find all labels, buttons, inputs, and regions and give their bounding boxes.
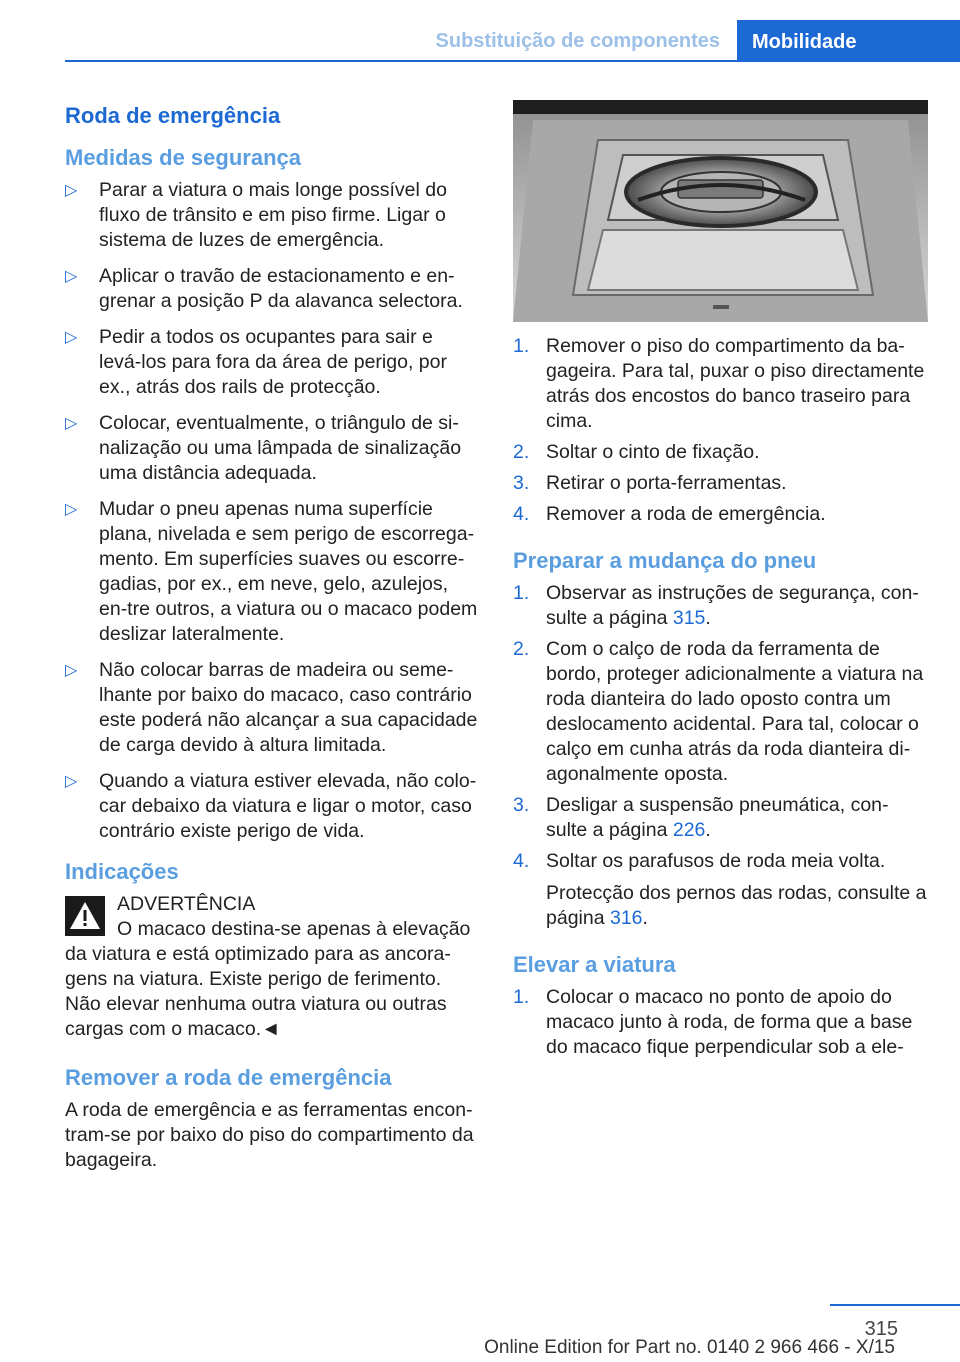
left-column <box>65 100 480 1173</box>
bullet-triangle-icon: ▷ <box>65 662 78 679</box>
step-text: Remover o piso do compartimento da ba-gageira. Para tal, puxar o piso directamente atrás dos encostos do banco traseiro para cima. <box>546 335 925 432</box>
step-text: Soltar o cinto de fixação. <box>546 441 760 463</box>
bullet-triangle-icon: ▷ <box>65 415 78 432</box>
warning-text-first: O macaco destina-se apenas à elevação <box>117 918 471 940</box>
list-item <box>65 178 480 253</box>
list-item <box>513 793 928 843</box>
step-number: 3. <box>513 472 530 494</box>
prepare-heading: Preparar a mudança do pneu <box>513 548 817 573</box>
list-item <box>513 985 928 1060</box>
list-item <box>513 502 928 527</box>
list-item <box>65 325 480 400</box>
step-text: Observar as instruções de segurança, con-sulte a página <box>546 582 919 629</box>
safety-list <box>65 178 480 844</box>
list-item-text: Não colocar barras de madeira ou seme-lhante por baixo do macaco, caso contrário este poderá não alcançar a sua capacidade de carga devido à altura limitada. <box>99 659 478 756</box>
step-text: Soltar os parafusos de roda meia volta. <box>546 850 886 872</box>
step-text-end: . <box>705 819 711 841</box>
remove-text: A roda de emergência e as ferramentas encon-tram-se por baixo do piso do compartimento da bagageira. <box>65 1099 474 1171</box>
bullet-triangle-icon: ▷ <box>65 773 78 790</box>
list-item-text: Pedir a todos os ocupantes para sair e levá-los para fora da área de perigo, por ex., atrás dos rails de protecção. <box>99 326 447 398</box>
list-item <box>65 411 480 486</box>
step-text: Desligar a suspensão pneumática, con-sulte a página <box>546 794 889 841</box>
bullet-triangle-icon: ▷ <box>65 268 78 285</box>
step-number: 2. <box>513 638 530 660</box>
list-item-text: Mudar o pneu apenas numa superfície plana, nivelada e sem perigo de escorrega-mento. Em superfícies suaves ou escorre-gadias, por ex., em neve, gelo, azulejos, en-tre outros, a viatura ou o macaco podem deslizar lateralmente. <box>99 498 478 645</box>
spare-wheel-photo <box>513 100 928 322</box>
step-extra <box>546 881 928 931</box>
step-text: Com o calço de roda da ferramenta de bordo, proteger adicionalmente a viatura na roda dianteira do lado oposto contra um deslocamento acidental. Para tal, colocar o calço em cunha atrás da roda dianteira di-agonalmente oposta. <box>546 638 924 785</box>
list-item <box>65 658 480 758</box>
list-item <box>65 497 480 647</box>
step-text: Retirar o porta-ferramentas. <box>546 472 787 494</box>
lift-heading: Elevar a viatura <box>513 952 676 977</box>
step-text-end: . <box>705 607 711 629</box>
step-number: 3. <box>513 794 530 816</box>
step-number: 4. <box>513 503 530 525</box>
step-number: 1. <box>513 335 530 357</box>
warning-triangle-icon <box>65 896 105 936</box>
warning-text-rest: da viatura e está optimizado para as ancora-gens na viatura. Existe perigo de ferimento. Não elevar nenhuma outra viatura ou outras cargas com o macaco.◄ <box>65 943 451 1040</box>
header-chapter-tab: Mobilidade <box>737 20 960 62</box>
list-item-text: Colocar, eventualmente, o triângulo de si-nalização ou uma lâmpada de sinalização uma distância adequada. <box>99 412 462 484</box>
list-item <box>513 471 928 496</box>
remove-heading: Remover a roda de emergência <box>65 1065 392 1090</box>
page-link-315[interactable]: 315 <box>672 607 706 629</box>
list-item <box>65 264 480 314</box>
list-item-text: Quando a viatura estiver elevada, não colo-car debaixo da viatura e ligar o motor, caso contrário existe perigo de vida. <box>99 770 477 842</box>
step-number: 2. <box>513 441 530 463</box>
list-item <box>513 334 928 434</box>
prepare-steps <box>513 581 928 931</box>
remove-steps <box>513 334 928 527</box>
list-item <box>513 440 928 465</box>
header-section-title: Substituição de componentes <box>435 30 720 52</box>
header-rule <box>65 60 960 62</box>
step-number: 1. <box>513 986 530 1008</box>
list-item <box>513 581 928 631</box>
step-text: Colocar o macaco no ponto de apoio do macaco junto à roda, de forma que a base do macaco fique perpendicular sob a ele- <box>546 986 913 1058</box>
notes-heading: Indicações <box>65 859 179 884</box>
bullet-triangle-icon: ▷ <box>65 182 78 199</box>
step-text: Remover a roda de emergência. <box>546 503 826 525</box>
footer-rule <box>830 1304 960 1306</box>
list-item-text: Parar a viatura o mais longe possível do fluxo de trânsito e em piso firme. Ligar o sistema de luzes de emergência. <box>99 179 447 251</box>
step-number: 4. <box>513 850 530 872</box>
page-link-316[interactable]: 316 <box>609 907 643 929</box>
list-item-text: Aplicar o travão de estacionamento e en-grenar a posição P da alavanca selectora. <box>99 265 463 312</box>
section-title: Roda de emergência <box>65 103 281 128</box>
safety-heading: Medidas de segurança <box>65 145 301 170</box>
bullet-triangle-icon: ▷ <box>65 329 78 346</box>
warning-block <box>65 892 480 1042</box>
step-text-end: . <box>642 907 648 929</box>
page-link-226[interactable]: 226 <box>672 819 706 841</box>
lift-steps <box>513 985 928 1060</box>
step-number: 1. <box>513 582 530 604</box>
bullet-triangle-icon: ▷ <box>65 501 78 518</box>
list-item <box>65 769 480 844</box>
list-item <box>513 849 928 931</box>
right-column <box>513 100 928 1066</box>
warning-text <box>65 917 480 1042</box>
list-item <box>513 637 928 787</box>
warning-label: ADVERTÊNCIA <box>117 893 256 915</box>
page-number: 315 <box>864 1318 898 1340</box>
edition-note: Online Edition for Part no. 0140 2 966 466 - X/15 <box>484 1337 895 1358</box>
step-extra-text: Protecção dos pernos das rodas, consulte a página <box>546 882 927 929</box>
